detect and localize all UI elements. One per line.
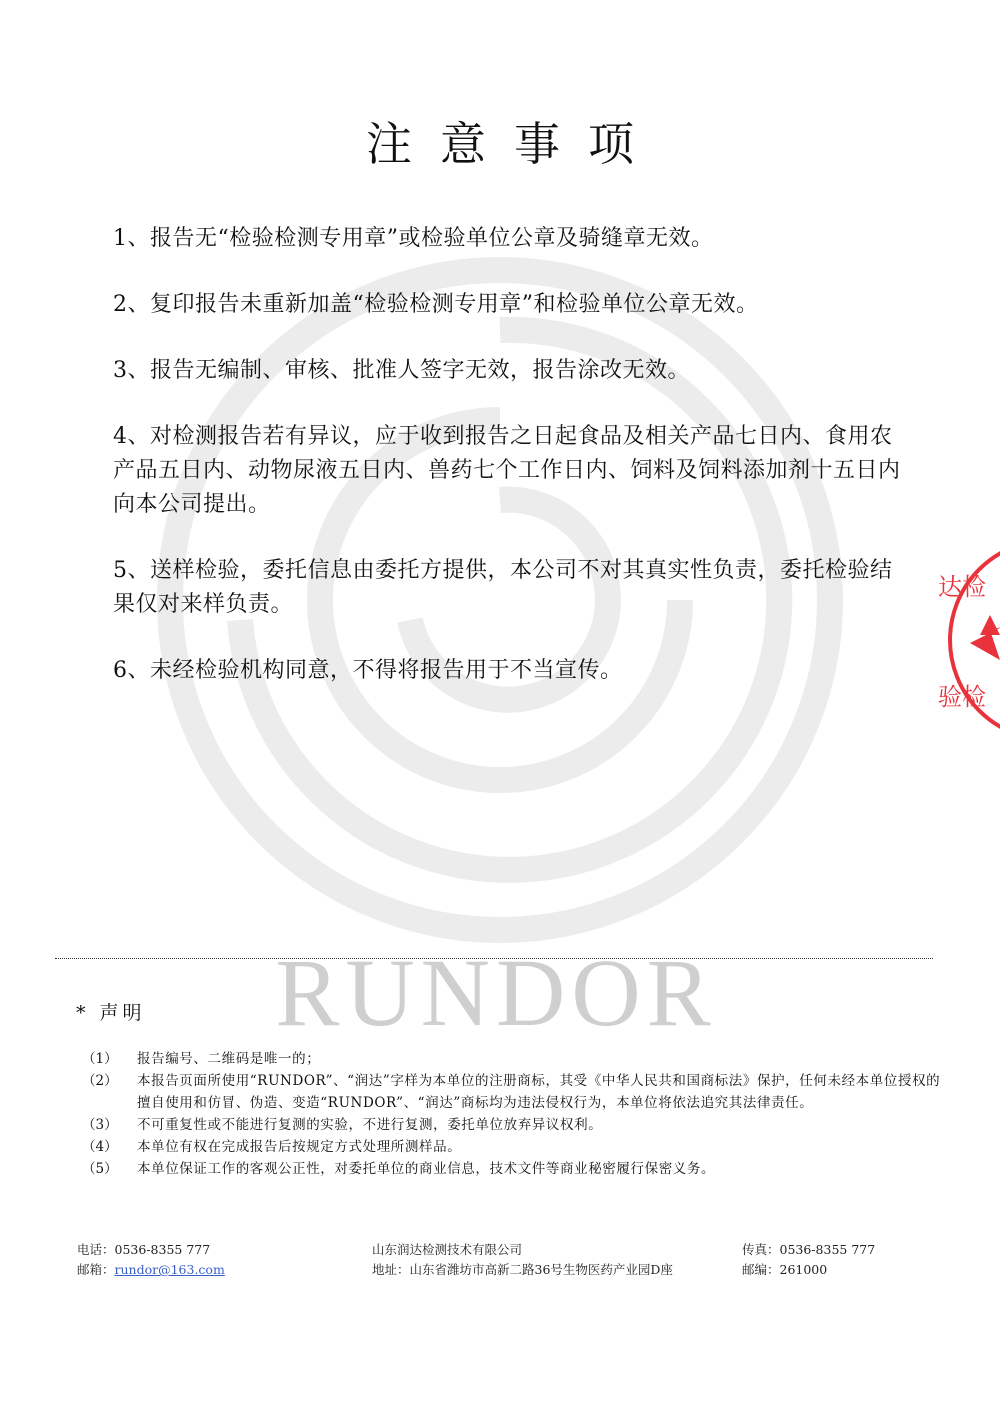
company-name: 山东润达检测技术有限公司: [372, 1242, 523, 1257]
declaration-list: [82, 1048, 942, 1180]
red-seal-stamp: [930, 535, 1000, 745]
notice-item-6: 6、未经检验机构同意，不得将报告用于不当宣传。: [113, 658, 623, 683]
postcode: 邮编：261000: [742, 1262, 828, 1277]
declaration-item: （5） 本单位保证工作的客观公正性，对委托单位的商业信息，技术文件等商业秘密履行保密义务。: [82, 1161, 716, 1177]
notice-item-3: 3、报告无编制、审核、批准人签字无效，报告涂改无效。: [113, 358, 690, 383]
notice-item-5: 5、送样检验，委托信息由委托方提供，本公司不对其真实性负责，委托检验结果仅对来样负责。: [113, 558, 893, 617]
watermark-text: RUNDOR: [275, 939, 717, 1046]
footer: [77, 1240, 937, 1280]
address: 地址：山东省潍坊市高新二路36号生物医药产业园D座: [372, 1262, 673, 1277]
email: 邮箱：rundor@163.com: [77, 1262, 225, 1277]
notice-item-1: 1、报告无“检验检测专用章”或检验单位公章及骑缝章无效。: [113, 226, 714, 251]
svg-text:达检: 达检: [938, 573, 986, 601]
declaration-title: * 声明: [76, 1002, 146, 1024]
declaration-item: （1） 报告编号、二维码是唯一的；: [82, 1051, 321, 1067]
declaration-item: （3） 不可重复性或不能进行复测的实验，不进行复测，委托单位放弃异议权利。: [82, 1117, 603, 1133]
notice-item-2: 2、复印报告未重新加盖“检验检测专用章”和检验单位公章无效。: [113, 292, 759, 317]
divider: [55, 958, 933, 959]
declaration-item: （2） 本报告页面所使用“RUNDOR”、“润达”字样为本单位的注册商标，其受《中华人民共和国商标法》保护，任何未经本单位授权的擅自使用和仿冒、伪造、变造“RUNDOR”、“润达”商标均为违法侵权行为，本单位将依法追究其法律责任。: [82, 1073, 941, 1111]
svg-text:验检: 验检: [938, 683, 986, 711]
fax: 传真：0536-8355 777: [742, 1242, 876, 1257]
email-link[interactable]: rundor@163.com: [114, 1262, 225, 1277]
notice-list: [113, 222, 913, 720]
page-title: 注意事项: [366, 117, 662, 171]
phone: 电话：0536-8355 777: [77, 1242, 211, 1257]
declaration-item: （4） 本单位有权在完成报告后按规定方式处理所测样品。: [82, 1139, 462, 1155]
notice-item-4: 4、对检测报告若有异议，应于收到报告之日起食品及相关产品七日内、食用农产品五日内、动物尿液五日内、兽药七个工作日内、饲料及饲料添加剂十五日内向本公司提出。: [113, 424, 901, 517]
